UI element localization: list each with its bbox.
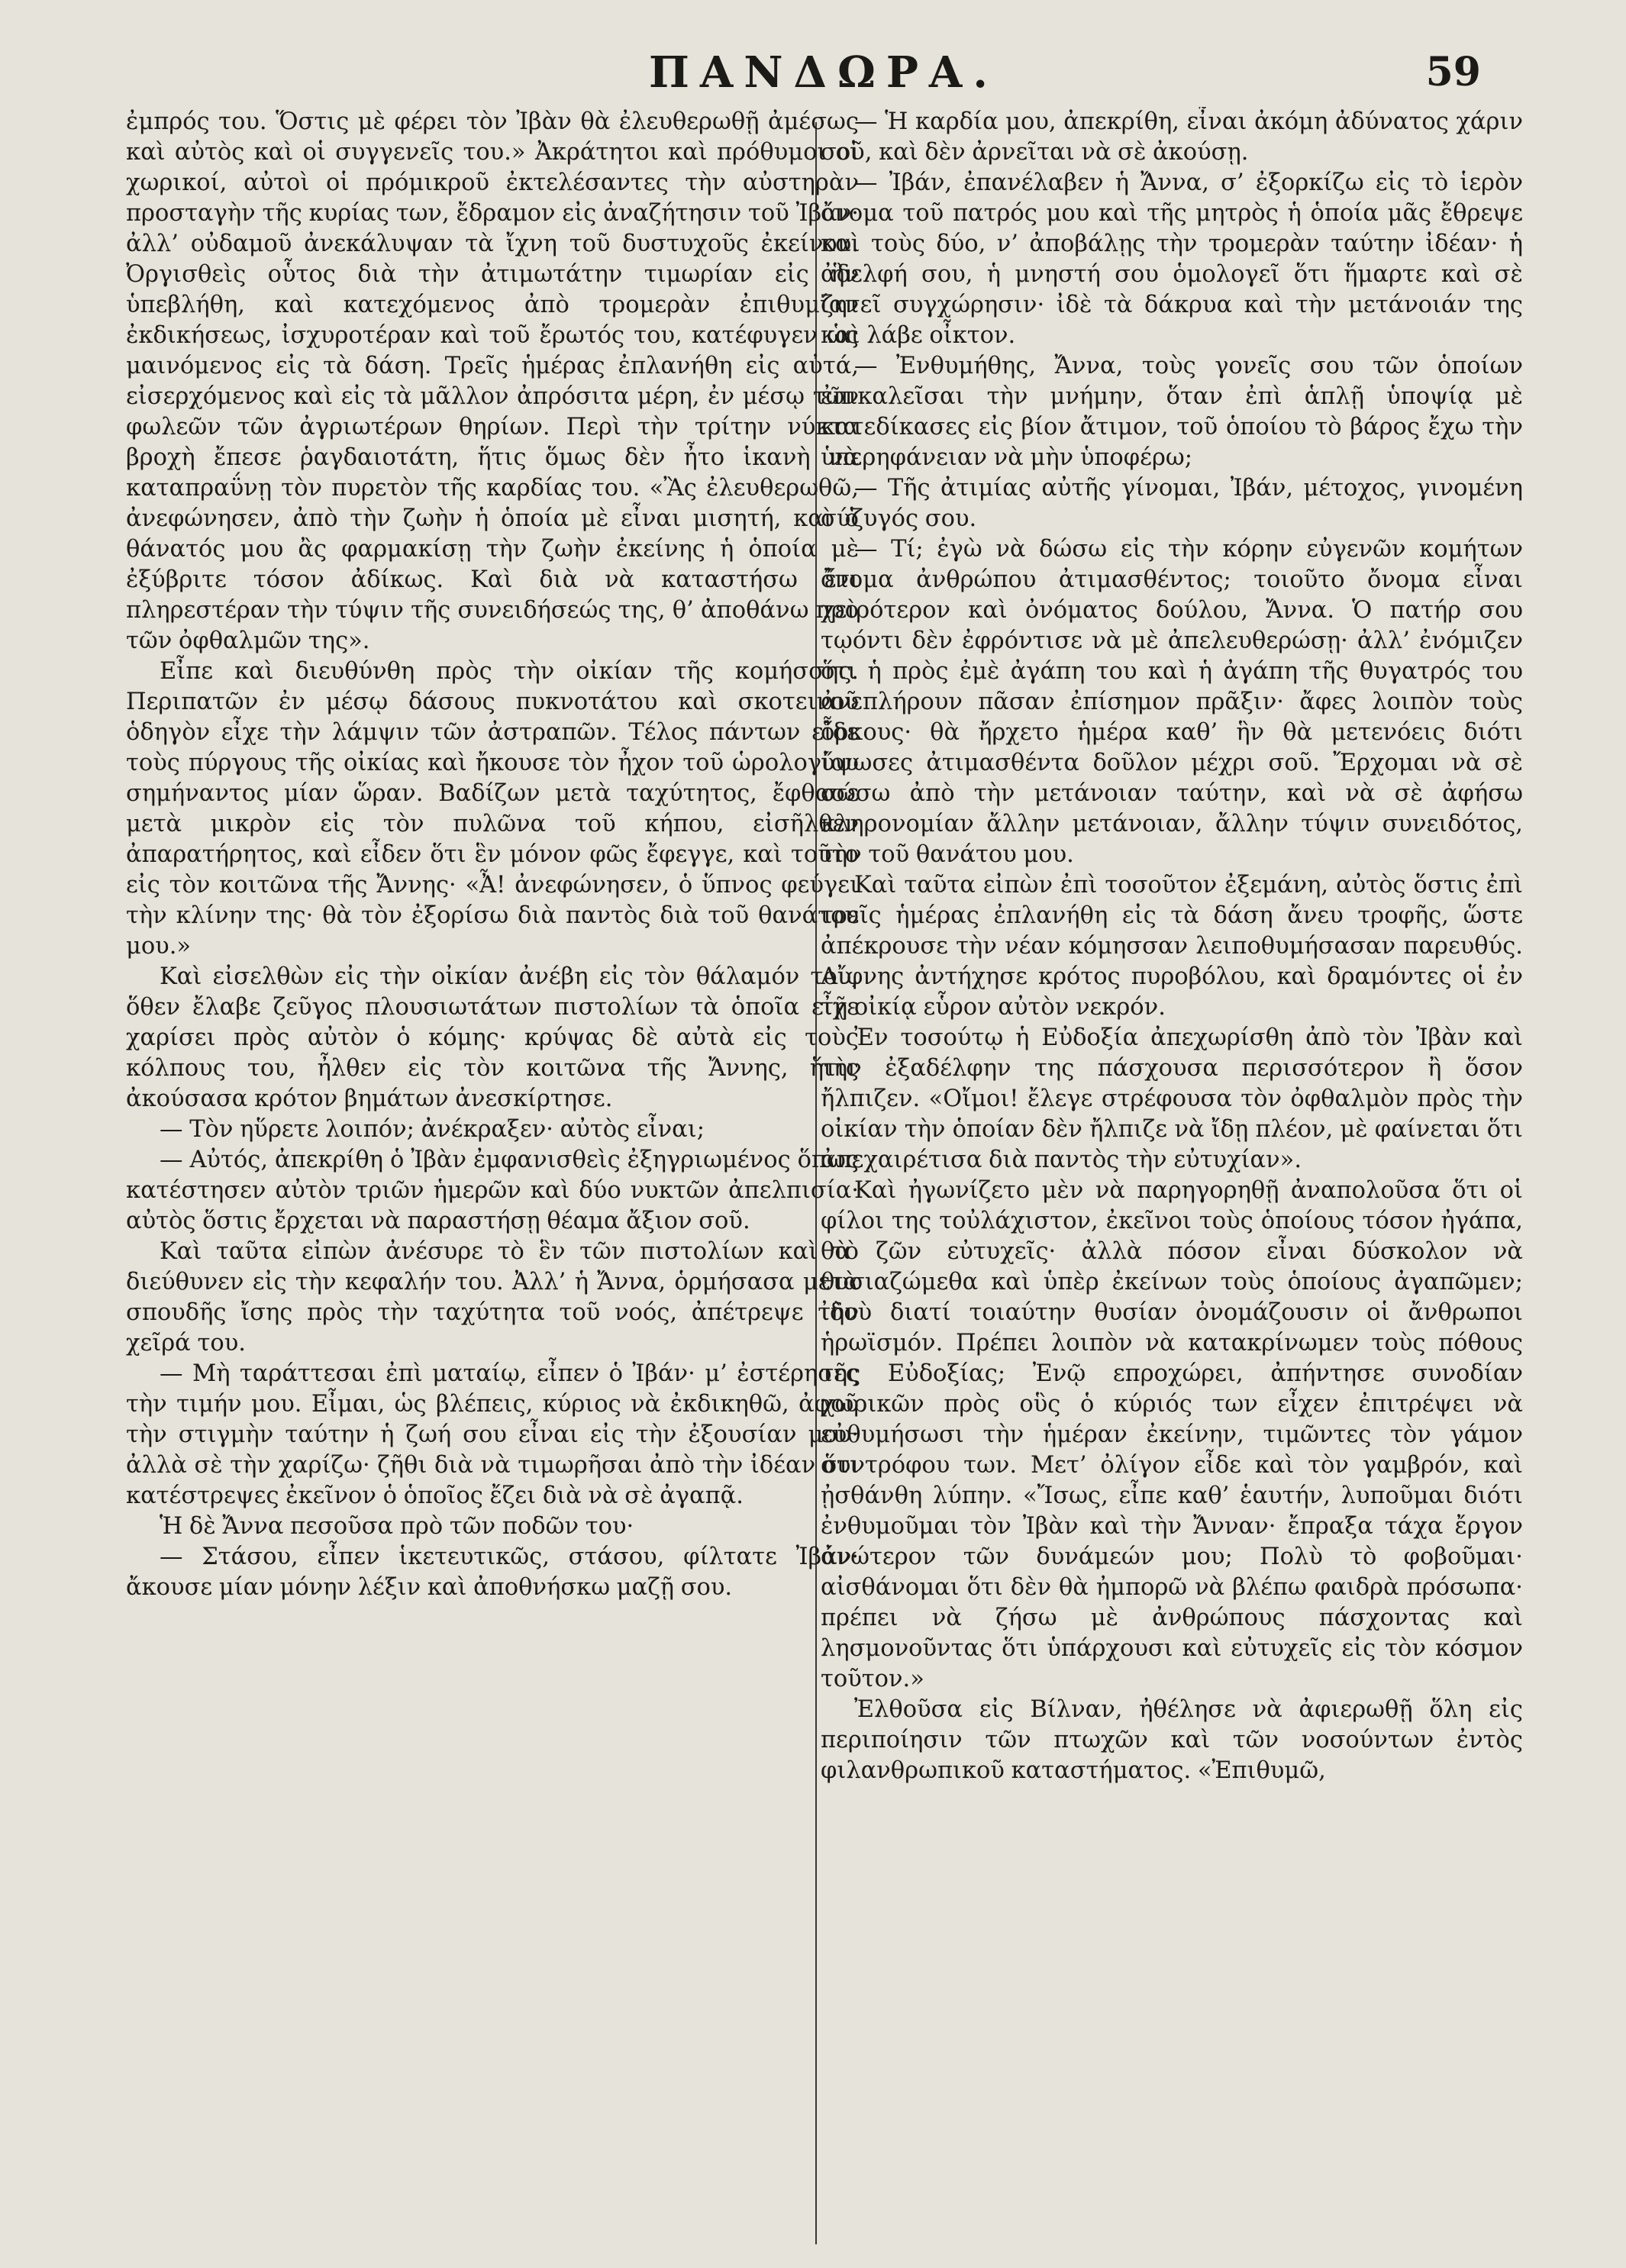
paragraph: — Ἡ καρδία μου, ἀπεκρίθη, εἶναι ἀκόμη ἀδύνατος χάριν σοῦ, καὶ δὲν ἀρνεῖται νὰ σὲ ἀκούσῃ. [821, 108, 1523, 166]
paragraph: Καὶ ταῦτα εἰπὼν ἀνέσυρε τὸ ἓν τῶν πιστολίων καὶ τὸ διεύθυνεν εἰς τὴν κεφαλήν του. Ἀλλ’ ἡ Ἄννα, ὁρμήσασα μετὰ σπουδῆς ἴσης πρὸς τὴν ταχύτητα τοῦ νοός, ἀπέτρεψε τὴν χεῖρά του. [126, 1238, 859, 1357]
paragraph: Ἡ δὲ Ἄννα πεσοῦσα πρὸ τῶν ποδῶν του· [160, 1513, 634, 1540]
paragraph: Ἐλθοῦσα εἰς Βίλναν, ἠθέλησε νὰ ἀφιερωθῇ ὅλη εἰς περιποίησιν τῶν πτωχῶν καὶ τῶν νοσούντων ἐντὸς φιλανθρωπικοῦ καταστήματος. «Ἐπιθυμῶ, [821, 1696, 1523, 1784]
page-number: 59 [1425, 49, 1481, 95]
paragraph: — Τῆς ἀτιμίας αὐτῆς γίνομαι, Ἰβάν, μέτοχος, γινομένη σύζυγός σου. [821, 475, 1523, 532]
paragraph: — Ἐνθυμήθης, Ἄννα, τοὺς γονεῖς σου τῶν ὁποίων ἐπικαλεῖσαι τὴν μνήμην, ὅταν ἐπὶ ἁπλῇ ὑποψίᾳ μὲ κατεδίκασες εἰς βίον ἄτιμον, τοῦ ὁποίου τὸ βάρος ἔχω τὴν ὑπερηφάνειαν νὰ μὴν ὑποφέρω; [821, 353, 1523, 471]
paragraph: Καὶ εἰσελθὼν εἰς τὴν οἰκίαν ἀνέβη εἰς τὸν θάλαμόν του, ὅθεν ἔλαβε ζεῦγος πλουσιωτάτων πιστολίων τὰ ὁποῖα εἶχε χαρίσει πρὸς αὐτὸν ὁ κόμης· κρύψας δὲ αὐτὰ εἰς τοὺς κόλπους του, ἦλθεν εἰς τὸν κοιτῶνα τῆς Ἄννης, ἥτις ἀκούσασα κρότον βημάτων ἀνεσκίρτησε. [126, 963, 859, 1112]
paragraph: Καὶ ἠγωνίζετο μὲν νὰ παρηγορηθῇ ἀναπολοῦσα ὅτι οἱ φίλοι της τοὐλάχιστον, ἐκεῖνοι τοὺς ὁποίους τόσον ἠγάπα, θὰ ζῶν εὐτυχεῖς· ἀλλὰ πόσον εἶναι δύσκολον νὰ θυσιαζώμεθα καὶ ὑπὲρ ἐκείνων τοὺς ὁποίους ἀγαπῶμεν; ἰδοὺ διατί τοιαύτην θυσίαν ὀνομάζουσιν οἱ ἄνθρωποι ἡρωϊσμόν. Πρέπει λοιπὸν νὰ κατακρίνωμεν τοὺς πόθους τῆς Εὐδοξίας; Ἐνῷ επροχώρει, ἀπήντησε συνοδίαν χωρικῶν πρὸς οὓς ὁ κύριός των εἶχεν ἐπιτρέψει νὰ εὐθυμήσωσι τὴν ἡμέραν ἐκείνην, τιμῶντες τὸν γάμον συντρόφου των. Μετ’ ὀλίγον εἶδε καὶ τὸν γαμβρόν, καὶ ᾐσθάνθη λύπην. «Ἴσως, εἶπε καθ’ ἑαυτήν, λυποῦμαι διότι ἐνθυμοῦμαι τὸν Ἰβὰν καὶ τὴν Ἄνναν· ἔπραξα τάχα ἔργον ἀνώτερον τῶν δυνάμεών μου; Πολὺ τὸ φοβοῦμαι· αἰσθάνομαι ὅτι δὲν θὰ ἠμπορῶ νὰ βλέπω φαιδρὰ πρόσωπα· πρέπει νὰ ζήσω μὲ ἀνθρώπους πάσχοντας καὶ λησμονοῦντας ὅτι ὑπάρχουσι καὶ εὐτυχεῖς εἰς τὸν κόσμον τοῦτον.» [821, 1177, 1523, 1692]
paragraph: — Στάσου, εἶπεν ἱκετευτικῶς, στάσου, φίλτατε Ἰβάν· ἄκουσε μίαν μόνην λέξιν καὶ ἀποθνήσκω μαζῇ σου. [126, 1544, 859, 1601]
paragraph: Εἶπε καὶ διευθύνθη πρὸς τὴν οἰκίαν τῆς κομήσσης. Περιπατῶν ἐν μέσῳ δάσους πυκνοτάτου καὶ σκοτεινοῦ ὁδηγὸν εἶχε τὴν λάμψιν τῶν ἀστραπῶν. Τέλος πάντων εἶδε τοὺς πύργους τῆς οἰκίας καὶ ἤκουσε τὸν ἦχον τοῦ ὡρολογίου σημήναντος μίαν ὥραν. Βαδίζων μετὰ ταχύτητος, ἔφθασε μετὰ μικρὸν εἰς τὸν πυλῶνα τοῦ κήπου, εἰσῆλθεν ἀπαρατήρητος, καὶ εἶδεν ὅτι ἓν μόνον φῶς ἔφεγγε, καὶ τοῦτο εἰς τὸν κοιτῶνα τῆς Ἄννης· «Ἆ! ἀνεφώνησεν, ὁ ὕπνος φεύγει τὴν κλίνην της· θὰ τὸν ἐξορίσω διὰ παντὸς διὰ τοῦ θανάτου μου.» [126, 658, 859, 960]
paragraph: Καὶ ταῦτα εἰπὼν ἐπὶ τοσοῦτον ἐξεμάνη, αὐτὸς ὅστις ἐπὶ τρεῖς ἡμέρας ἐπλανήθη εἰς τὰ δάση ἄνευ τροφῆς, ὥστε ἀπέκρουσε τὴν νέαν κόμησσαν λειποθυμήσασαν παρευθύς. Αἴφνης ἀντήχησε κρότος πυροβόλου, καὶ δραμόντες οἱ ἐν τῇ οἰκίᾳ εὗρον αὐτὸν νεκρόν. [821, 872, 1523, 1021]
left-column [126, 107, 859, 2244]
paragraph: — Αὐτός, ἀπεκρίθη ὁ Ἰβὰν ἐμφανισθεὶς ἐξηγριωμένος ὅπως κατέστησεν αὐτὸν τριῶν ἡμερῶν καὶ δύο νυκτῶν ἀπελπισία· αὐτὸς ὅστις ἔρχεται νὰ παραστήσῃ θέαμα ἄξιον σοῦ. [126, 1147, 859, 1234]
paragraph: — Τὸν ηὕρετε λοιπόν; ἀνέκραξεν· αὐτὸς εἶναι; [160, 1116, 705, 1143]
running-header [0, 47, 1626, 108]
right-column [821, 107, 1523, 2244]
paragraph: Ἐν τοσούτῳ ἡ Εὐδοξία ἀπεχωρίσθη ἀπὸ τὸν Ἰβὰν καὶ τὴν ἐξαδέλφην της πάσχουσα περισσότερον ἢ ὅσον ἤλπιζεν. «Οἴμοι! ἔλεγε στρέφουσα τὸν ὀφθαλμὸν πρὸς τὴν οἰκίαν τὴν ὁποίαν δὲν ἤλπιζε νὰ ἴδῃ πλέον, μὲ φαίνεται ὅτι ἀπεχαιρέτισα διὰ παντὸς τὴν εὐτυχίαν». [821, 1024, 1523, 1173]
paragraph: — Μὴ ταράττεσαι ἐπὶ ματαίῳ, εἶπεν ὁ Ἰβάν· μ’ ἐστέρησες τὴν τιμήν μου. Εἶμαι, ὡς βλέπεις, κύριος νὰ ἐκδικηθῶ, ἀφοῦ τὴν στιγμὴν ταύτην ἡ ζωή σου εἶναι εἰς τὴν ἐξουσίαν μου· ἀλλὰ σὲ τὴν χαρίζω· ζῆθι διὰ νὰ τιμωρῆσαι ἀπὸ τὴν ἰδέαν ὅτι κατέστρεψες ἐκεῖνον ὁ ὁποῖος ἔζει διὰ νὰ σὲ ἀγαπᾷ. [126, 1360, 859, 1509]
paragraph: ἐμπρός του. Ὅστις μὲ φέρει τὸν Ἰβὰν θὰ ἐλευθερωθῇ ἀμέσως καὶ αὐτὸς καὶ οἱ συγγενεῖς του.» Ἀκράτητοι καὶ πρόθυμοι οἱ χωρικοί, αὐτοὶ οἱ πρόμικροῦ ἐκτελέσαντες τὴν αὐστηρὰν προσταγὴν τῆς κυρίας των, ἔδραμον εἰς ἀναζήτησιν τοῦ Ἰβάν· ἀλλ’ οὐδαμοῦ ἀνεκάλυψαν τὰ ἴχνη τοῦ δυστυχοῦς ἐκείνου. Ὀργισθεὶς οὗτος διὰ τὴν ἀτιμωτάτην τιμωρίαν εἰς ἣν ὑπεβλήθη, καὶ κατεχόμενος ἀπὸ τρομερὰν ἐπιθυμίαν ἐκδικήσεως, ἰσχυροτέραν καὶ τοῦ ἔρωτός του, κατέφυγεν ὡς μαινόμενος εἰς τὰ δάση. Τρεῖς ἡμέρας ἐπλανήθη εἰς αὐτά, εἰσερχόμενος καὶ εἰς τὰ μᾶλλον ἀπρόσιτα μέρη, ἐν μέσῳ τῶν φωλεῶν τῶν ἀγριωτέρων θηρίων. Περὶ τὴν τρίτην νύκτα βροχὴ ἔπεσε ῥαγδαιοτάτη, ἥτις ὅμως δὲν ἦτο ἱκανὴ νὰ καταπραΰνῃ τὸν πυρετὸν τῆς καρδίας του. «Ἂς ἐλευθερωθῶ, ἀνεφώνησεν, ἀπὸ τὴν ζωὴν ἡ ὁποία μὲ εἶναι μισητή, καὶ ὁ θάνατός μου ἂς φαρμακίσῃ τὴν ζωὴν ἐκείνης ἡ ὁποία μὲ ἐξύβριτε τόσον ἀδίκως. Καὶ διὰ νὰ καταστήσω ἔτι πληρεστέραν τὴν τύψιν τῆς συνειδήσεώς της, θ’ ἀποθάνω πρὸ τῶν ὀφθαλμῶν της». [126, 108, 859, 654]
paragraph: — Ἰβάν, ἐπανέλαβεν ἡ Ἄννα, σ’ ἐξορκίζω εἰς τὸ ἱερὸν ὄνομα τοῦ πατρός μου καὶ τῆς μητρὸς ἡ ὁποία μᾶς ἔθρεψε καὶ τοὺς δύο, ν’ ἀποβάλῃς τὴν τρομερὰν ταύτην ἰδέαν· ἡ ἀδελφή σου, ἡ μνηστή σου ὁμολογεῖ ὅτι ἥμαρτε καὶ σὲ ζητεῖ συγχώρησιν· ἰδὲ τὰ δάκρυα καὶ τὴν μετάνοιάν της καὶ λάβε οἶκτον. [821, 169, 1523, 349]
journal-title: ΠΑΝΔΩΡΑ. [649, 47, 999, 98]
paragraph: — Τί; ἐγὼ νὰ δώσω εἰς τὴν κόρην εὐγενῶν κομήτων ὄνομα ἀνθρώπου ἀτιμασθέντος; τοιοῦτο ὄνομα εἶναι χειρότερον καὶ ὀνόματος δούλου, Ἄννα. Ὁ πατήρ σου τῳόντι δὲν ἐφρόντισε νὰ μὲ ἀπελευθερώσῃ· ἀλλ’ ἐνόμιζεν ὅτι ἡ πρὸς ἐμὲ ἀγάπη του καὶ ἡ ἀγάπη τῆς θυγατρός του ἀνεπλήρουν πᾶσαν ἐπίσημον πρᾶξιν· ἄφες λοιπὸν τοὺς ὅρκους· θὰ ἤρχετο ἡμέρα καθ’ ἣν θὰ μετενόεις διότι ὕψωσες ἀτιμασθέντα δοῦλον μέχρι σοῦ. Ἔρχομαι νὰ σὲ σώσω ἀπὸ τὴν μετάνοιαν ταύτην, καὶ νὰ σὲ ἀφήσω κληρονομίαν ἄλλην μετάνοιαν, ἄλλην τύψιν συνειδότος, τὴν τοῦ θανάτου μου. [821, 536, 1523, 868]
